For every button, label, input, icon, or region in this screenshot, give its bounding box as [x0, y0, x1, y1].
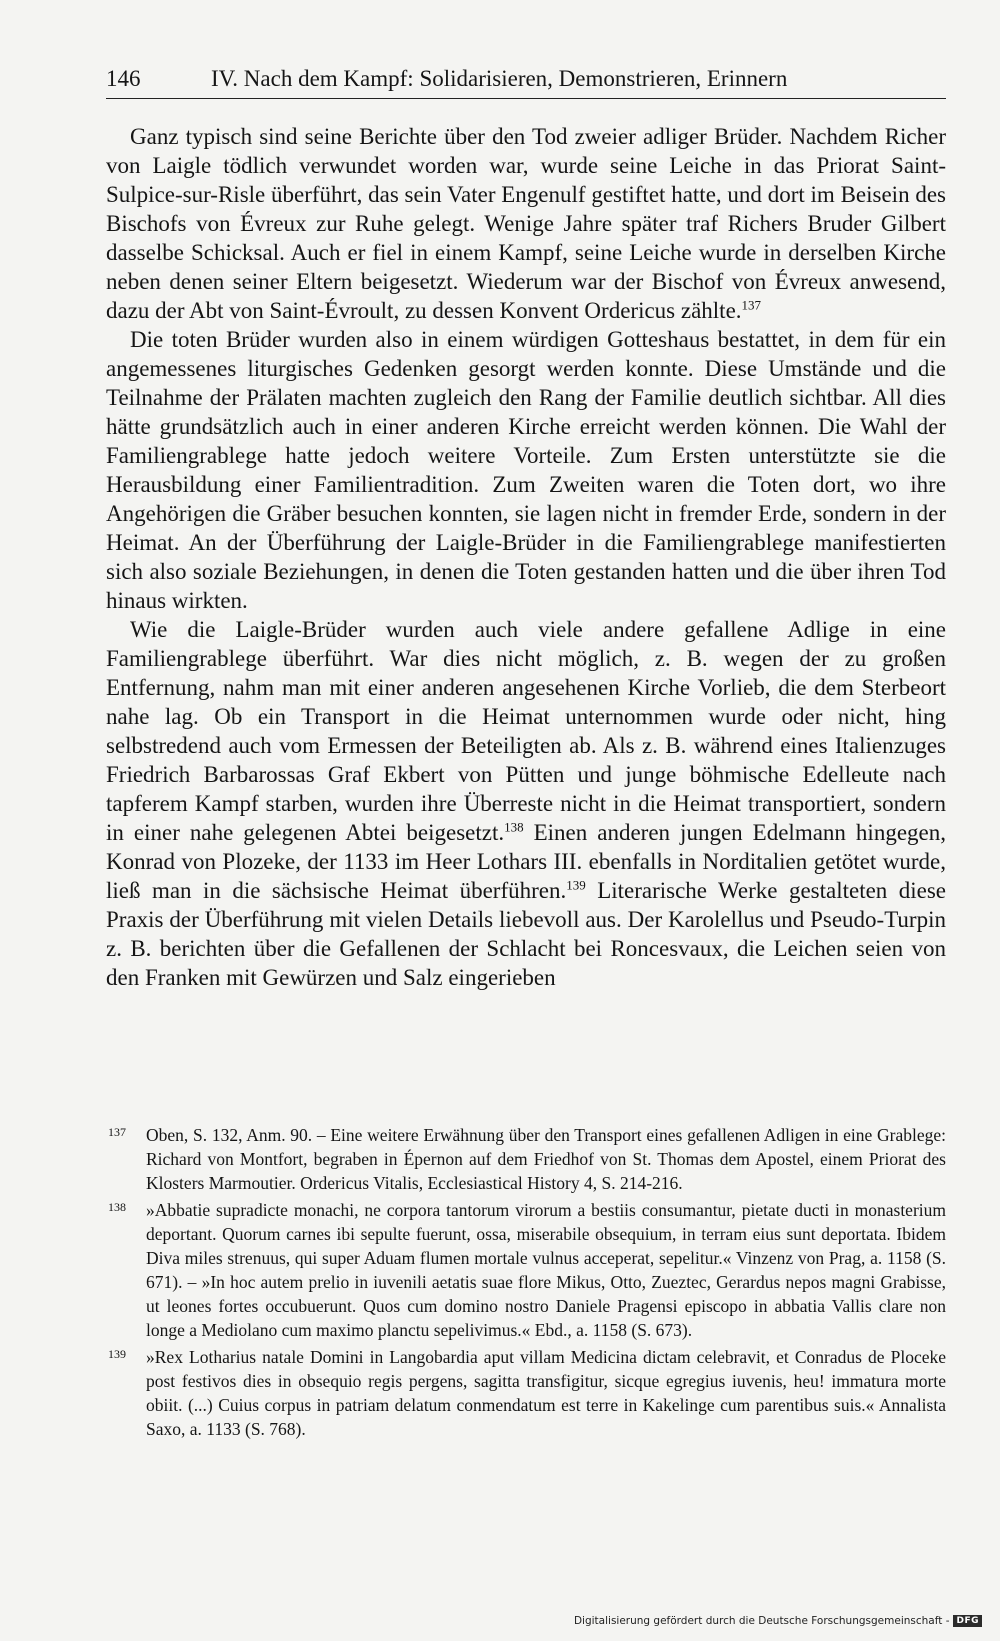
footnote-number: 139 — [108, 1347, 126, 1361]
credit-text: Digitalisierung gefördert durch die Deutsche Forschungsgemeinschaft - — [573, 1615, 950, 1627]
paragraph-1 — [106, 122, 946, 325]
footnote-number: 137 — [108, 1125, 126, 1139]
paragraph-3-text-a: Wie die Laigle-Brüder wurden auch viele andere gefallene Adlige in eine Familiengrablege überführt. War dies nicht möglich, z. B. wegen der zu großen Entfernung, nahm man mit einer anderen angesehenen Kirche Vorlieb, die dem Sterbeort nahe lag. Ob ein Transport in die Heimat unternommen wurde oder nicht, hing selbstredend auch vom Ermessen der Beteiligten ab. Als z. B. während eines Italienzuges Friedrich Barbarossas Graf Ekbert von Pütten und junge böhmische Edelleute nach tapferem Kampf starben, wurden ihre Überreste nicht in die Heimat transportiert, sondern in einer nahe gelegenen Abtei beigesetzt. — [106, 617, 946, 845]
main-text — [106, 122, 946, 992]
footnote-text: »Rex Lotharius natale Domini in Langobardia aput villam Medicina dictam celebravit, et Conradus de Ploceke post festivos dies in obsequio regis pergens, sagitta transfigitur, sicque egregius iuvenis, heu! immatura morte obiit. (...) Cuius corpus in patriam delatum conmendatum est terre in Kakelinge cum parentibus suis.« Annalista Saxo, a. 1133 (S. 768). — [146, 1347, 946, 1439]
paragraph-3 — [106, 615, 946, 992]
footnote-text: Oben, S. 132, Anm. 90. – Eine weitere Erwähnung über den Transport eines gefallenen Adligen in eine Grablege: Richard von Montfort, begraben in Épernon auf dem Friedhof von St. Thomas dem Apostel, einem Priorat des Klosters Marmoutier. Ordericus Vitalis, Ecclesiastical History 4, S. 214-216. — [146, 1125, 946, 1193]
footnote-ref-138[interactable]: 138 — [504, 819, 524, 835]
footnote-number: 138 — [108, 1200, 126, 1214]
running-title: IV. Nach dem Kampf: Solidarisieren, Demonstrieren, Erinnern — [211, 66, 788, 91]
paragraph-3-text-b: Einen anderen jungen Edelmann hingegen, Konrad von Plozeke, der 1133 im Heer Lothars III. ebenfalls in Norditalien getötet wurde, ließ man in die sächsische Heimat überführen. — [106, 820, 946, 903]
dfg-logo: DFG — [953, 1615, 982, 1627]
footnote-text: »Abbatie supradicte monachi, ne corpora tantorum virorum a bestiis consumantur, pietate ducti in monasterium deportant. Quorum carnes ibi sepulte fuerunt, ossa, miserabile obsequium, in terram eius sunt deportata. Ibidem Diva miles strenuus, qui super Aduam flumen mortale vulnus acceperat, sepelitur.« Vinzenz von Prag, a. 1158 (S. 671). – »In hoc autem prelio in iuvenili aetatis suae flore Mikus, Otto, Zueztec, Gerardus nepos magni Grabisse, ut leones fortes occubuerunt. Quos cum domino nostro Daniele Pragensi episcopo in abbatia Vallis clare non longe a Mediolano cum maximo planctu sepelivimus.« Ebd., a. 1158 (S. 673). — [146, 1200, 946, 1340]
footnote — [106, 1198, 946, 1342]
running-header — [106, 64, 946, 99]
footnote-ref-137[interactable]: 137 — [741, 297, 762, 313]
paragraph-1-text: Ganz typisch sind seine Berichte über den Tod zweier adliger Brüder. Nachdem Richer von Laigle tödlich verwundet worden war, wurde seine Leiche in das Priorat Saint-Sulpice-sur-Risle überführt, das sein Vater Engenulf gestiftet hatte, und dort im Beisein des Bischofs von Évreux zur Ruhe gelegt. Wenige Jahre später traf Richers Bruder Gilbert dasselbe Schicksal. Auch er fiel in einem Kampf, seine Leiche wurde in derselben Kirche neben denen seiner Eltern beigesetzt. Wiederum war der Bischof von Évreux anwesend, dazu der Abt von Saint-Évroult, zu dessen Konvent Ordericus zählte. — [106, 124, 946, 323]
footnotes — [106, 1123, 946, 1444]
digitization-credit — [574, 1615, 982, 1627]
page-number: 146 — [106, 66, 141, 91]
paragraph-2: Die toten Brüder wurden also in einem würdigen Gotteshaus bestattet, in dem für ein angemessenes liturgisches Gedenken gesorgt werden konnte. Diese Umstände und die Teilnahme der Prälaten machten zugleich den Rang der Familie deutlich sichtbar. All dies hätte grundsätzlich auch in einer anderen Kirche erreicht werden können. Die Wahl der Familiengrablege hatte jedoch weitere Vorteile. Zum Ersten unterstützte sie die Herausbildung einer Familientradition. Zum Zweiten waren die Toten dort, wo ihre Angehörigen die Gräber besuchen konnten, sie lagen nicht in fremder Erde, sondern in der Heimat. An der Überführung der Laigle-Brüder in die Familiengrablege manifestierten sich also soziale Beziehungen, in denen die Toten gestanden hatten und die über ihren Tod hinaus wirkten. — [106, 327, 946, 613]
paragraph-3-text-c: Literarische Werke gestalteten diese Praxis der Überführung mit vielen Details liebevoll aus. Der Karolellus und Pseudo-Turpin z. B. berichten über die Gefallenen der Schlacht bei Roncesvaux, die Leichen seien von den Franken mit Gewürzen und Salz eingerieben — [106, 878, 947, 990]
footnote — [106, 1123, 946, 1195]
footnote-ref-139[interactable]: 139 — [566, 877, 586, 893]
footnote — [106, 1345, 946, 1441]
